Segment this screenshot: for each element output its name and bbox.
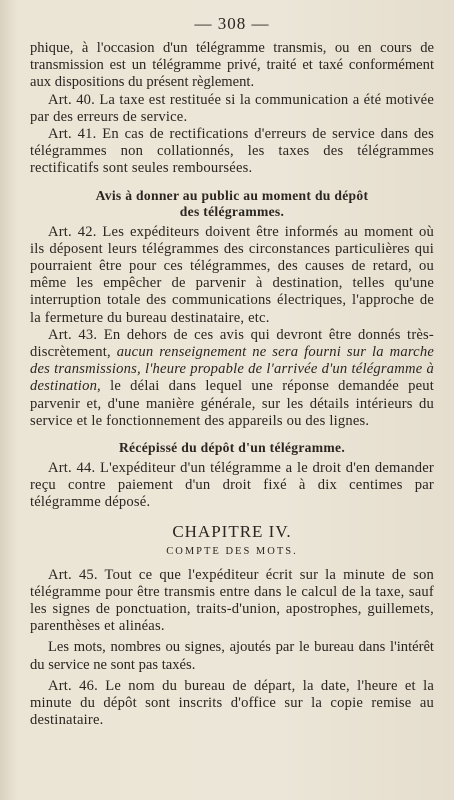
section-heading-avis-line2: des télégrammes. [179, 203, 285, 219]
article-40: Art. 40. La taxe est restituée si la communication a été motivée par des erreurs de service. [30, 91, 434, 125]
article-43 [30, 327, 434, 430]
article-46: Art. 46. Le nom du bureau de départ, la date, l'heure et la minute du dépôt sont inscrits d'office sur la copie remise au destinataire. [30, 677, 434, 729]
section-heading-avis-line1: Avis à donner au public au moment du dépôt [95, 187, 369, 203]
article-43-text-a: Art. 43. En dehors de ces avis qui devront être donnés très-discrètement, [30, 326, 434, 361]
article-45: Art. 45. Tout ce que l'expéditeur écrit sur la minute de son télégramme pour être transmis entre dans le calcul de la taxe, sauf les signes de ponctuation, traits-d'union, apostrophes, guillemets, parenthèses et alinéas. [30, 566, 434, 635]
article-43-italic: aucun renseignement ne sera fourni sur la marche des transmissions, l'heure propable de l'arrivée d'un télégramme à destination, [30, 344, 435, 395]
article-44: Art. 44. L'expéditeur d'un télégramme a le droit d'en demander reçu contre paiement d'un droit fixé à dix centimes par télégramme déposé. [30, 460, 434, 511]
article-41: Art. 41. En cas de rectifications d'erreurs de service dans des télégrammes non collationnés, les taxes des télégrammes rectificatifs sont seules remboursées. [30, 126, 434, 177]
paragraph-mots: Les mots, nombres ou signes, ajoutés par le bureau dans l'intérêt du service ne sont pas taxés. [30, 639, 434, 673]
chapter-title: CHAPITRE IV. [172, 521, 292, 541]
section-heading-avis [30, 188, 434, 220]
article-42: Art. 42. Les expéditeurs doivent être informés au moment où ils déposent leurs télégrammes des circonstances particulières qui pourraient être pour ces télégrammes, des causes de retard, ou même les empêcher de parvenir à destination, telles qu'une interruption totale des communications électriques, l'approche de la fermeture du bureau destinataire, etc. [30, 223, 434, 326]
article-43-text-b: le délai dans lequel une réponse demandée peut parvenir et, d'une manière générale, sur les détails intérieurs du service et le fonctionnement des appareils ou des lignes. [30, 378, 434, 429]
chapter-subtitle: COMPTE DES MOTS. [166, 545, 298, 557]
section-heading-recepisse: Récépissé du dépôt d'un télégramme. [118, 440, 346, 456]
paragraph-continuation: phique, à l'occasion d'un télégramme transmis, ou en cours de transmission est un télégramme privé, traité et taxé conformément aux dispositions du présent règlement. [30, 40, 434, 91]
page-number: — 308 — [194, 14, 270, 33]
